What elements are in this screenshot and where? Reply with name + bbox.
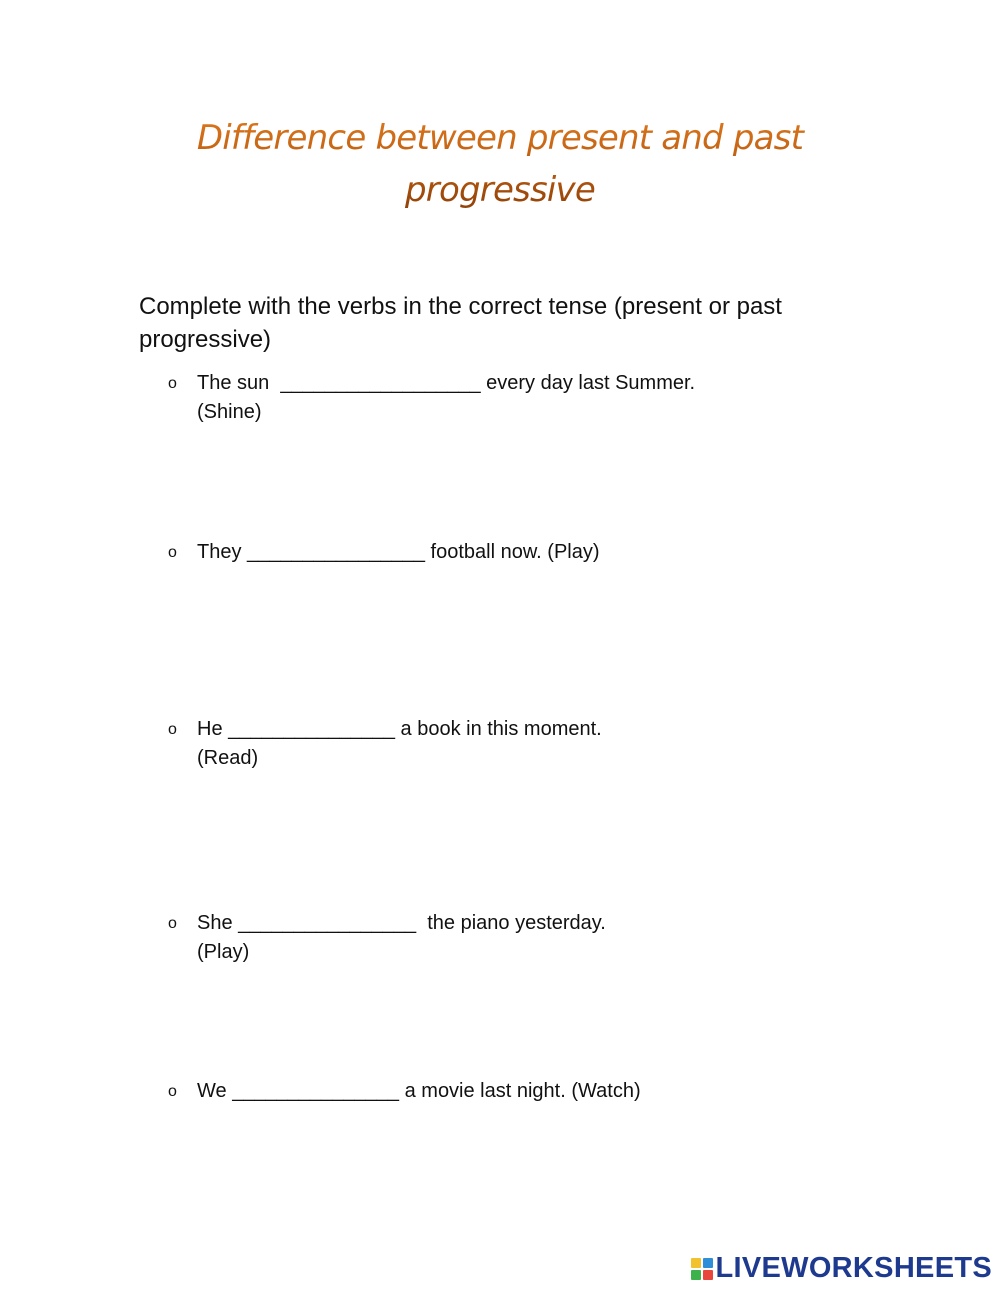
bullet-icon: o xyxy=(168,1083,177,1100)
page-title-line-2: progressive xyxy=(405,170,595,210)
logo-tile xyxy=(703,1258,713,1268)
logo-tile xyxy=(703,1270,713,1280)
brand-name: LIVEWORKSHEETS xyxy=(715,1252,992,1284)
bullet-icon: o xyxy=(168,544,177,561)
exercise-item-5 xyxy=(168,1077,788,1106)
liveworksheets-brand[interactable] xyxy=(691,1252,993,1285)
instructions-line-1: Complete with the verbs in the correct tense (present or past xyxy=(139,293,782,320)
exercise-sentence: He _______________ a book in this moment. xyxy=(197,718,602,740)
liveworksheets-logo-icon xyxy=(691,1258,713,1280)
exercise-item-1 xyxy=(168,369,788,427)
instructions-line-2: progressive) xyxy=(139,326,272,353)
exercise-sentence: They ________________ football now. (Play) xyxy=(197,541,600,563)
bullet-icon: o xyxy=(168,915,177,932)
bullet-icon: o xyxy=(168,721,177,738)
bullet-icon: o xyxy=(168,375,177,392)
exercise-item-3 xyxy=(168,715,788,773)
page-title-line-1: Difference between present and past xyxy=(196,118,804,158)
page-title xyxy=(100,112,900,216)
exercise-item-2 xyxy=(168,538,788,567)
exercise-verb-hint: (Shine) xyxy=(197,401,262,423)
exercise-sentence: We _______________ a movie last night. (Watch) xyxy=(197,1080,641,1102)
exercise-verb-hint: (Read) xyxy=(197,747,259,769)
exercise-sentence: She ________________ the piano yesterday. xyxy=(197,912,606,934)
logo-tile xyxy=(691,1270,701,1280)
exercise-sentence: The sun __________________ every day last Summer. xyxy=(197,372,696,394)
logo-tile xyxy=(691,1258,701,1268)
exercise-item-4 xyxy=(168,909,788,967)
instructions xyxy=(139,290,859,356)
exercise-verb-hint: (Play) xyxy=(197,941,250,963)
